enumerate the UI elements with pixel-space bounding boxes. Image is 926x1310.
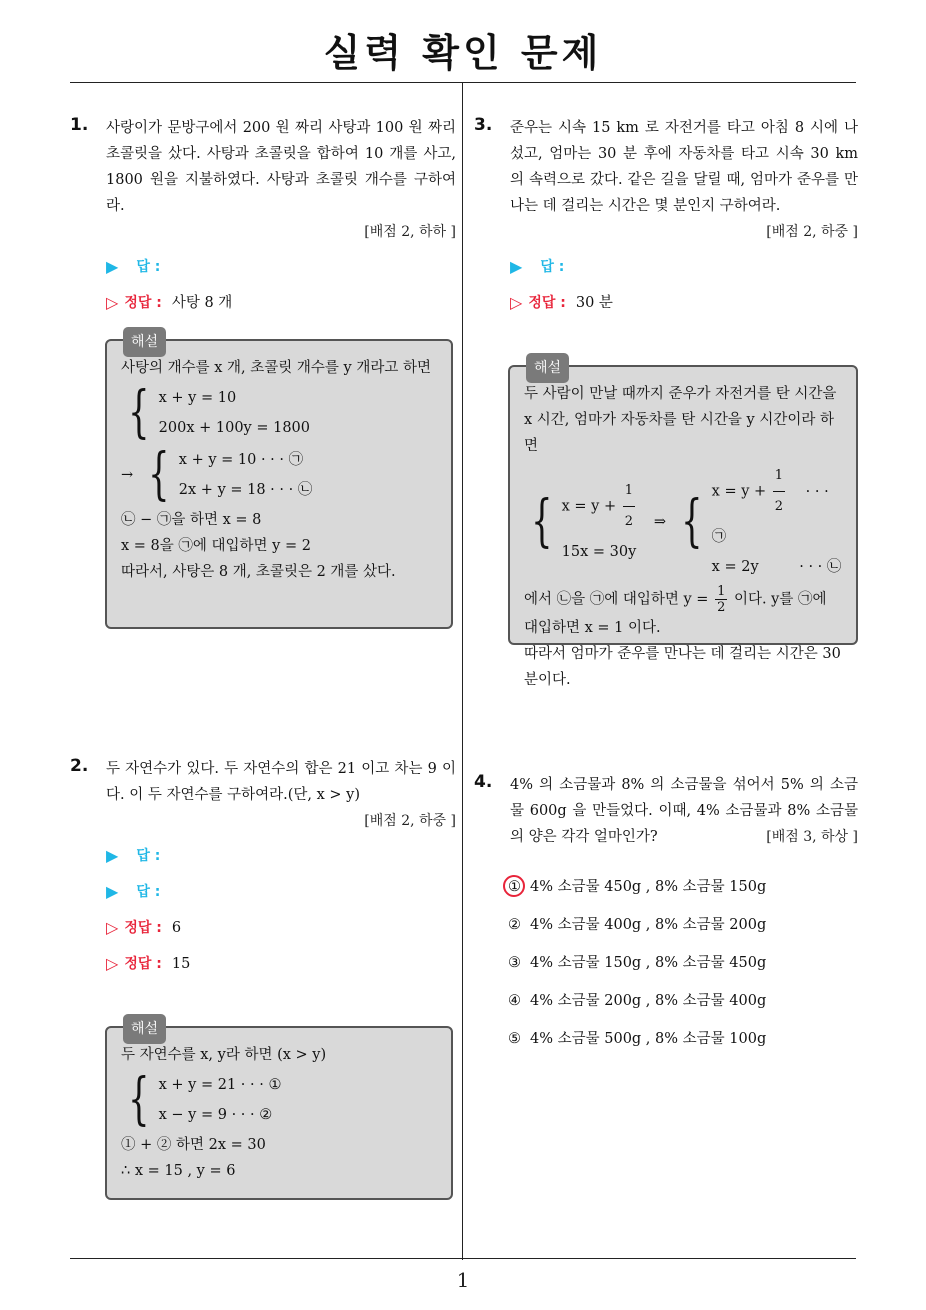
answer-label: 답 :	[136, 848, 161, 864]
solution-intro: 두 자연수를 x, y라 하면 (x > y)	[121, 1047, 327, 1063]
correct-value: 30 분	[575, 295, 613, 311]
solution-line: ① + ② 하면 2x = 30	[121, 1137, 266, 1153]
brace-icon: {	[148, 442, 170, 507]
answer-row	[106, 838, 456, 874]
choice-list	[508, 868, 858, 1058]
solution-box-3	[508, 360, 858, 688]
equation: x = y + $\frac{1}{2}$ · · · ㉠	[712, 461, 842, 552]
choice-number: ⑤	[508, 1031, 521, 1047]
choice-number: ②	[508, 917, 521, 933]
solution-box-2	[105, 1021, 453, 1200]
page-title: 실력 확인 문제	[323, 31, 603, 75]
page-number: 1	[456, 1268, 470, 1292]
choice-number: ④	[508, 993, 521, 1009]
correct-label: 정답 :	[528, 295, 566, 311]
correct-answer-row	[106, 285, 456, 321]
equation: x + y = 21 · · · ①	[158, 1077, 282, 1093]
brace-icon: {	[128, 1067, 150, 1132]
solution-tag: 해설	[526, 353, 569, 383]
solution-line: 대입하면 x = 1 이다.	[524, 620, 661, 636]
equation-system	[524, 461, 842, 582]
problem-3	[474, 115, 858, 321]
problem-number: 3.	[474, 115, 493, 135]
fraction: $\frac{1}{2}$	[623, 476, 635, 537]
top-rule	[70, 82, 856, 83]
bottom-rule	[70, 1258, 856, 1259]
choice-text: 4% 소금물 400g , 8% 소금물 200g	[530, 917, 767, 933]
choice-number: ①	[508, 868, 530, 906]
problem-2	[70, 756, 456, 982]
brace-icon: {	[531, 488, 553, 554]
solution-line: x = 8을 ㉠에 대입하면 y = 2	[121, 538, 311, 554]
triangle-icon: ▷	[106, 954, 119, 973]
play-icon: ▶	[106, 257, 119, 276]
choice-2[interactable]	[508, 906, 858, 944]
choice-text: 4% 소금물 150g , 8% 소금물 450g	[530, 955, 767, 971]
play-icon: ▶	[106, 882, 119, 901]
correct-value: 15	[171, 956, 191, 972]
problem-text: 두 자연수가 있다. 두 자연수의 합은 21 이고 차는 9 이다. 이 두 자연수를 구하여라.(단, x > y)	[106, 761, 456, 803]
problem-text: 준우는 시속 15 km 로 자전거를 타고 아침 8 시에 나섰고, 엄마는 30 분 후에 자동차를 타고 시속 30 km 의 속력으로 갔다. 같은 길을 달릴 때, 엄마가 준우를 만나는 데 걸리는 시간은 몇 분인지 구하여라.	[510, 120, 858, 214]
problem-number: 4.	[474, 772, 493, 792]
triangle-icon: ▷	[106, 918, 119, 937]
answer-row	[510, 249, 858, 285]
answer-label: 답 :	[540, 259, 565, 275]
solution-tag: 해설	[123, 327, 166, 357]
equation: 15x = 30y	[561, 544, 637, 560]
solution-tag: 해설	[123, 1014, 166, 1044]
implies-icon: ⇒	[653, 513, 667, 530]
selected-circle-icon	[503, 875, 525, 897]
problem-text: 사랑이가 문방구에서 200 원 짜리 사탕과 100 원 짜리 초콜릿을 샀다. 사탕과 초콜릿을 합하여 10 개를 사고, 1800 원을 지불하였다. 사탕과 초콜릿 개수를 구하여라.	[106, 120, 456, 214]
triangle-icon: ▷	[510, 293, 523, 312]
solution-line: ∴ x = 15 , y = 6	[121, 1163, 236, 1179]
play-icon: ▶	[510, 257, 523, 276]
correct-label: 정답 :	[124, 295, 162, 311]
equation-system	[121, 380, 437, 445]
answer-label: 답 :	[136, 884, 161, 900]
choice-number: ③	[508, 955, 521, 971]
correct-answer-row	[510, 285, 858, 321]
problem-1	[70, 115, 456, 321]
choice-text: 4% 소금물 500g , 8% 소금물 100g	[530, 1031, 767, 1047]
problem-meta: [배점 2, 하중 ]	[364, 813, 456, 829]
brace-icon: {	[128, 380, 150, 445]
fraction: $\frac{1}{2}$	[773, 461, 785, 522]
problem-number: 2.	[70, 756, 89, 776]
equation-system	[121, 442, 437, 507]
correct-value: 6	[171, 920, 182, 936]
solution-box-1	[105, 334, 453, 629]
correct-label: 정답 :	[124, 956, 162, 972]
choice-5[interactable]	[508, 1020, 858, 1058]
solution-line: 따라서 엄마가 준우를 만나는 데 걸리는 시간은 30 분이다.	[524, 646, 841, 688]
solution-intro: 두 사람이 만날 때까지 준우가 자전거를 탄 시간을 x 시간, 엄마가 자동차를 탄 시간을 y 시간이라 하면	[524, 386, 837, 454]
equation-system	[121, 1067, 437, 1132]
correct-answer-row	[106, 910, 456, 946]
choice-1[interactable]	[508, 868, 858, 906]
problem-4	[474, 772, 858, 1058]
column-divider	[462, 82, 463, 1260]
fraction: $\frac{1}{2}$	[717, 584, 726, 615]
arrow-icon: →	[121, 467, 134, 483]
problem-text: 4% 의 소금물과 8% 의 소금물을 섞어서 5% 의 소금물 600g 을 만들었다. 이때, 4% 소금물과 8% 소금물의 양은 각각 얼마인가?	[510, 777, 858, 845]
solution-line: 에서 ㉡을 ㉠에 대입하면 y = $\frac{1}{2}$ 이다. y를 ㉠에	[524, 584, 827, 615]
solution-line: 따라서, 사탕은 8 개, 초콜릿은 2 개를 샀다.	[121, 564, 396, 580]
choice-4[interactable]	[508, 982, 858, 1020]
equation: x = 2y · · · ㉡	[711, 559, 842, 575]
brace-icon: {	[681, 488, 703, 554]
correct-value: 사탕 8 개	[171, 295, 233, 311]
triangle-icon: ▷	[106, 293, 119, 312]
choice-text: 4% 소금물 200g , 8% 소금물 400g	[530, 993, 767, 1009]
equation: x = y + $\frac{1}{2}$	[562, 476, 646, 537]
problem-meta: [배점 2, 하중 ]	[766, 224, 858, 240]
solution-line: ㉡ − ㉠을 하면 x = 8	[121, 512, 262, 528]
equation: x − y = 9 · · · ②	[158, 1107, 273, 1123]
problem-meta: [배점 2, 하하 ]	[364, 224, 456, 240]
correct-answer-row	[106, 946, 456, 982]
answer-row	[106, 874, 456, 910]
equation: 2x + y = 18 · · · ㉡	[178, 482, 313, 498]
answer-row	[106, 249, 456, 285]
choice-3[interactable]	[508, 944, 858, 982]
equation: 200x + 100y = 1800	[158, 420, 310, 436]
choice-text: 4% 소금물 450g , 8% 소금물 150g	[530, 879, 767, 895]
answer-label: 답 :	[136, 259, 161, 275]
solution-intro: 사탕의 개수를 x 개, 초콜릿 개수를 y 개라고 하면	[121, 360, 431, 376]
problem-number: 1.	[70, 115, 89, 135]
play-icon: ▶	[106, 846, 119, 865]
equation: x + y = 10 · · · ㉠	[178, 452, 304, 468]
correct-label: 정답 :	[124, 920, 162, 936]
equation: x + y = 10	[158, 390, 237, 406]
problem-meta: [배점 3, 하상 ]	[766, 829, 858, 845]
